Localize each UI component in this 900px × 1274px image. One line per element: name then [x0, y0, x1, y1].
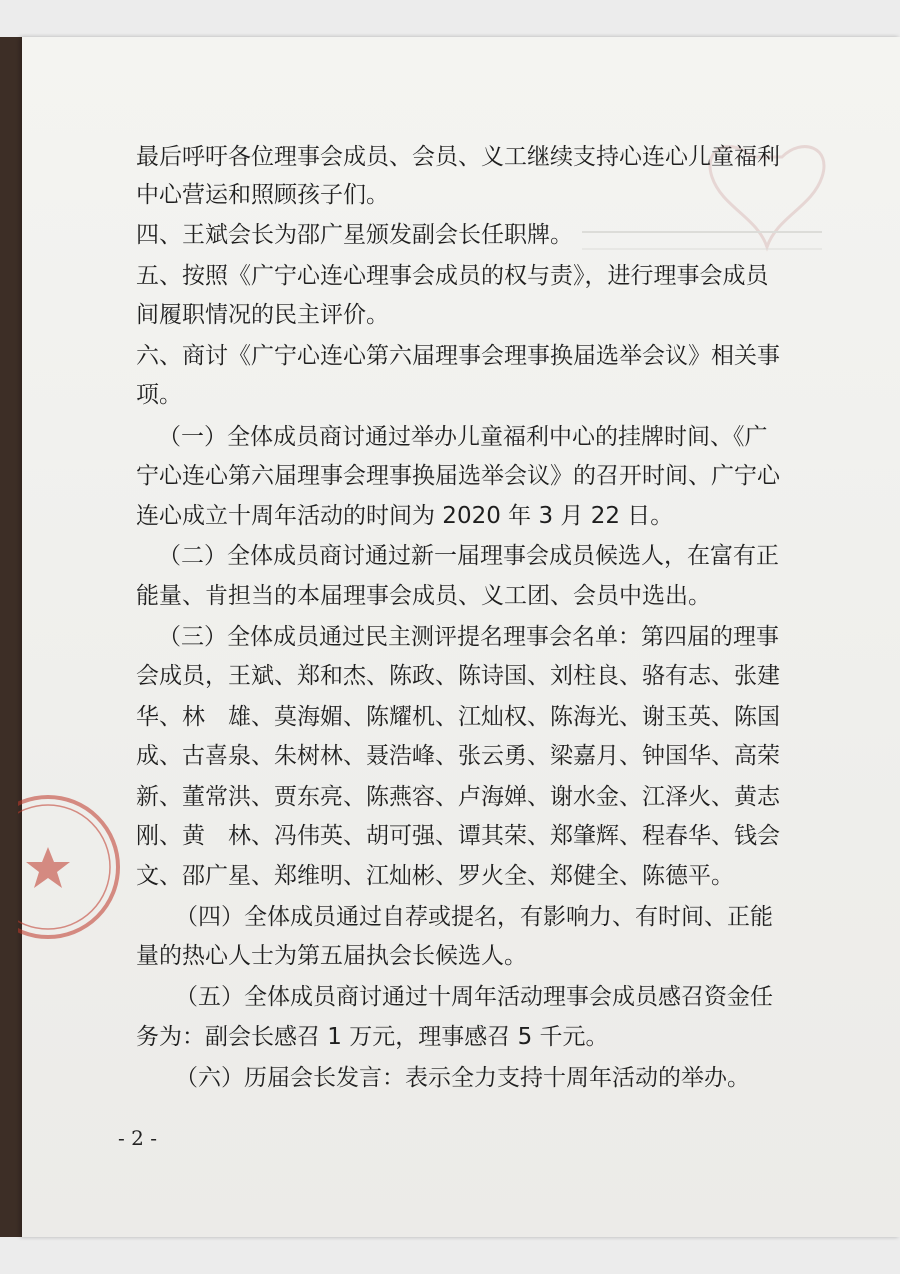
text-line: （二）全体成员商讨通过新一届理事会成员候选人，在富有正 [158, 543, 779, 569]
text-line: 中心营运和照顾孩子们。 [136, 182, 389, 208]
text-line: （五）全体成员商讨通过十周年活动理事会成员感召资金任 [175, 984, 773, 1010]
text-line: 连心成立十周年活动的时间为 2020 年 3 月 22 日。 [136, 503, 674, 529]
text-line: 间履职情况的民主评价。 [136, 302, 389, 328]
text-line: 四、王斌会长为邵广星颁发副会长任职牌。 [136, 222, 573, 248]
text-line: 量的热心人士为第五届执会长候选人。 [136, 943, 527, 969]
page-number: - 2 - [118, 1126, 157, 1150]
text-line: 最后呼吁各位理事会成员、会员、义工继续支持心连心儿童福利 [136, 144, 780, 170]
text-line: 宁心连心第六届理事会理事换届选举会议》的召开时间、广宁心 [136, 463, 780, 489]
text-line: 刚、黄 林、冯伟英、胡可强、谭其荣、郑肇辉、程春华、钱会 [136, 823, 780, 849]
text-line: 六、商讨《广宁心连心第六届理事会理事换届选举会议》相关事 [136, 343, 780, 369]
text-line: 务为：副会长感召 1 万元，理事感召 5 千元。 [136, 1024, 609, 1050]
text-line: 项。 [136, 382, 182, 408]
text-line: 文、邵广星、郑维明、江灿彬、罗火全、郑健全、陈德平。 [136, 863, 734, 889]
text-line: （一）全体成员商讨通过举办儿童福利中心的挂牌时间、《广 [158, 424, 768, 450]
red-seal-stamp [18, 792, 128, 942]
page-binding-edge [0, 37, 22, 1237]
text-line: 五、按照《广宁心连心理事会成员的权与责》，进行理事会成员 [136, 263, 769, 289]
text-line: （六）历届会长发言：表示全力支持十周年活动的举办。 [175, 1065, 750, 1091]
text-line: 会成员，王斌、郑和杰、陈政、陈诗国、刘柱良、骆有志、张建 [136, 663, 780, 689]
text-line: 能量、肯担当的本届理事会成员、义工团、会员中选出。 [136, 583, 711, 609]
text-line: （四）全体成员通过自荐或提名，有影响力、有时间、正能 [175, 904, 773, 930]
text-line: 成、古喜泉、朱树林、聂浩峰、张云勇、梁嘉月、钟国华、高荣 [136, 743, 780, 769]
text-line: 新、董常洪、贾东亮、陈燕容、卢海婵、谢水金、江泽火、黄志 [136, 784, 780, 810]
text-line: 华、林 雄、莫海媚、陈耀机、江灿权、陈海光、谢玉英、陈国 [136, 704, 780, 730]
text-line: （三）全体成员通过民主测评提名理事会名单：第四届的理事 [158, 624, 779, 650]
